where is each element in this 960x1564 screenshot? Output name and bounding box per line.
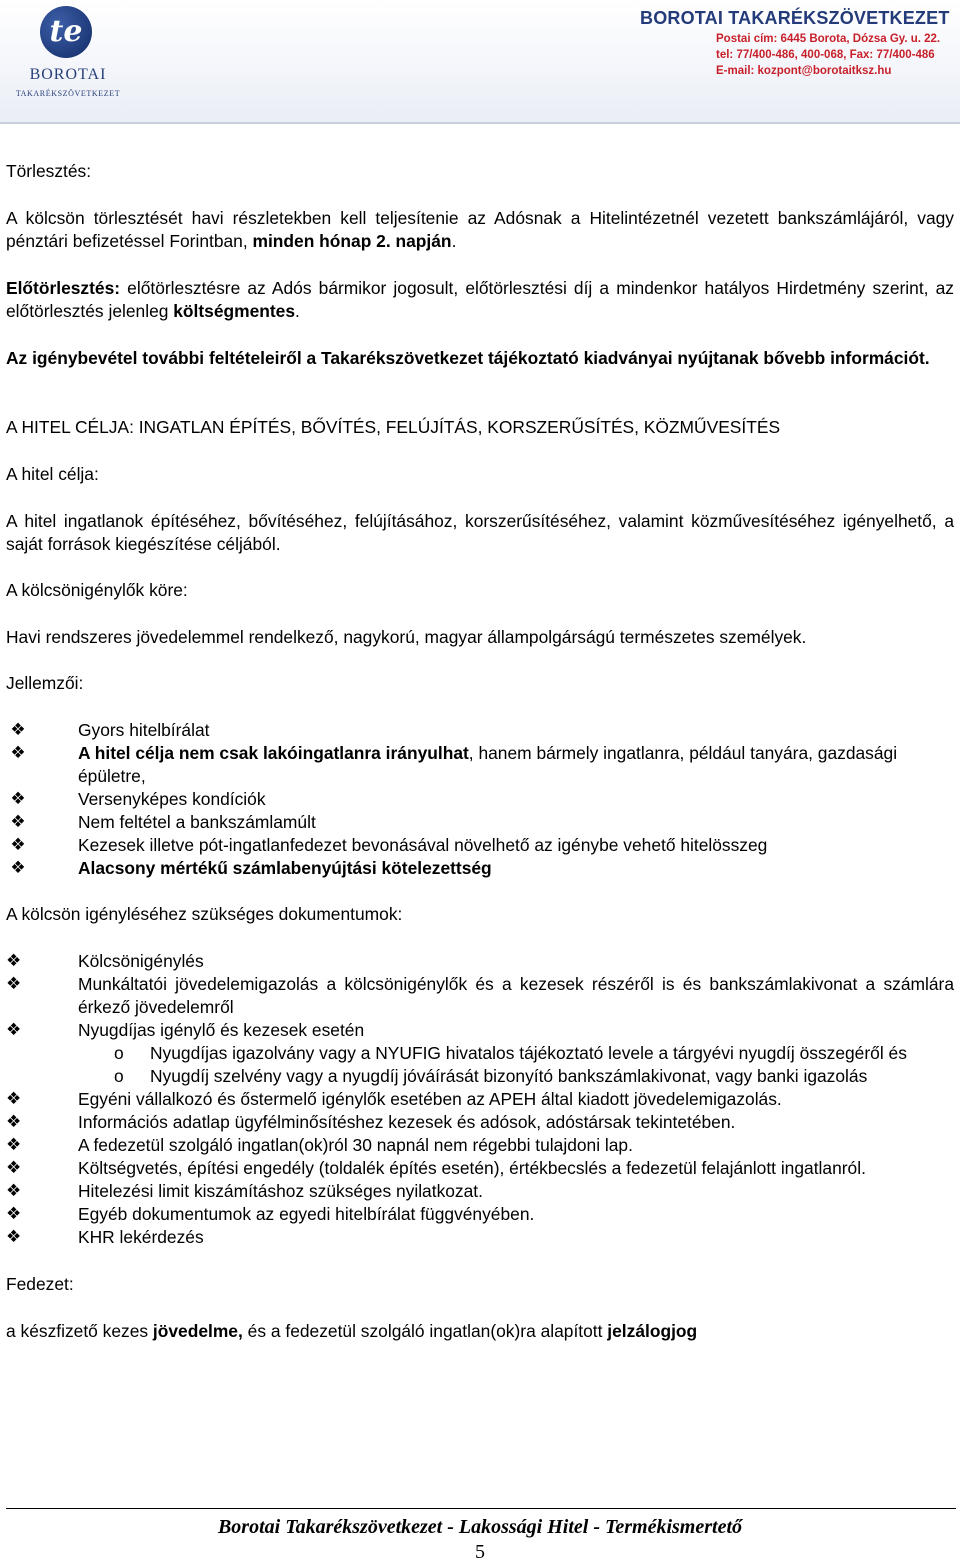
email-address: E-mail: kozpont@borotaitksz.hu <box>716 65 892 77</box>
list-item: ❖ KHR lekérdezés <box>6 1227 204 1247</box>
diamond-bullet-icon: ❖ <box>6 1227 22 1247</box>
section-title: A HITEL CÉLJA: INGATLAN ÉPÍTÉS, BŐVÍTÉS, FELÚJÍTÁS, KORSZERŰSÍTÉS, KÖZMŰVESÍTÉS <box>6 417 781 437</box>
list-item: ❖ Munkáltatói jövedelemigazolás a kölcsönigénylők és a kezesek részéről is és bankszámlakivonat a számlára érkező jövedelemről <box>6 974 954 1017</box>
diamond-bullet-icon: ❖ <box>10 835 26 855</box>
applicants-heading: A kölcsönigénylők köre: <box>6 580 188 600</box>
circle-bullet: o <box>114 1043 124 1063</box>
list-item: ❖ Hitelezési limit kiszámításhoz szükséges nyilatkozat. <box>6 1181 483 1201</box>
list-item: ❖ Gyors hitelbírálat <box>6 719 954 742</box>
diamond-bullet-icon: ❖ <box>6 951 22 971</box>
diamond-bullet-icon: ❖ <box>6 1181 22 1201</box>
list-item: ❖ Információs adatlap ügyfélminősítéshez kezesek és adósok, adóstársak tekintetében. <box>6 1112 736 1132</box>
diamond-bullet-icon: ❖ <box>10 858 26 878</box>
logo-name: BOROTAI <box>29 66 107 83</box>
torlesztes-paragraph: A kölcsön törlesztését havi részletekben kell teljesítenie az Adósnak a Hitelintézetnél vezetett bankszámlájáról, vagy pénztári befizetéssel Forintban, minden hónap 2. napján. <box>6 208 954 251</box>
features-list <box>6 719 954 880</box>
list-item: ❖ Nem feltétel a bankszámlamúlt <box>6 811 954 834</box>
org-title: BOROTAI TAKARÉKSZÖVETKEZET <box>640 8 950 28</box>
documents-heading: A kölcsön igényléséhez szükséges dokumentumok: <box>6 904 403 924</box>
list-item: ❖ Költségvetés, építési engedély (toldalék építés esetén), értékbecslés a fedezetül felajánlott ingatlanról. <box>6 1158 866 1178</box>
list-item: ❖ Egyéb dokumentumok az egyedi hitelbírálat függvényében. <box>6 1204 535 1224</box>
logo-subtitle: TAKARÉKSZÖVETKEZET <box>15 89 121 98</box>
diamond-bullet-icon: ❖ <box>6 1112 22 1132</box>
list-item: ❖ Alacsony mértékű számlabenyújtási kötelezettség <box>6 857 954 880</box>
page-header <box>0 0 960 124</box>
sub-list-item: o Nyugdíjas igazolvány vagy a NYUFIG hivatalos tájékoztató levele a tárgyévi nyugdíj összegéről és <box>114 1043 907 1063</box>
phone-fax: tel: 77/400-486, 400-068, Fax: 77/400-486 <box>716 49 935 61</box>
footer-title: Borotai Takarékszövetkezet - Lakossági Hitel - Termékismertető <box>217 1516 743 1538</box>
pension-sublist <box>78 1042 954 1088</box>
diamond-bullet-icon: ❖ <box>10 812 26 832</box>
list-item: ❖ Kölcsönigénylés <box>6 951 204 971</box>
list-item: ❖ A fedezetül szolgáló ingatlan(ok)ról 30 napnál nem régebbi tulajdoni lap. <box>6 1135 633 1155</box>
list-item: ❖ Versenyképes kondíciók <box>6 788 954 811</box>
documents-list <box>6 950 954 1249</box>
diamond-bullet-icon: ❖ <box>6 974 22 994</box>
applicants-text: Havi rendszeres jövedelemmel rendelkező, nagykorú, magyar állampolgárságú természetes személyek. <box>6 627 807 647</box>
diamond-bullet-icon: ❖ <box>6 1135 22 1155</box>
diamond-bullet-icon: ❖ <box>10 789 26 809</box>
fedezet-text: a készfizető kezes jövedelme, és a fedezetül szolgáló ingatlan(ok)ra alapított jelzálogjog <box>6 1321 698 1341</box>
diamond-bullet-icon: ❖ <box>6 1158 22 1178</box>
fedezet-heading: Fedezet: <box>6 1274 74 1294</box>
circle-bullet: o <box>114 1066 124 1086</box>
diamond-bullet-icon: ❖ <box>10 720 26 740</box>
footer-divider <box>6 1508 956 1509</box>
list-item: ❖ Egyéni vállalkozó és őstermelő igénylők esetében az APEH által kiadott jövedelemigazolás. <box>6 1089 782 1109</box>
document-body <box>6 160 954 1343</box>
postal-address: Postai cím: 6445 Borota, Dózsa Gy. u. 22. <box>716 33 941 45</box>
page-number: 5 <box>475 1541 485 1563</box>
list-item: ❖ Nyugdíjas igénylő és kezesek esetén o Nyugdíjas igazolvány vagy a NYUFIG hivatalos tájékoztató levele a tárgyévi nyugdíj összegéről és o Nyugdíj szelvény vagy a nyugdíj jóváírását bizonyító bankszámlakivonat, vagy banki igazolás <box>6 1019 954 1088</box>
purpose-text: A hitel ingatlanok építéséhez, bővítéséhez, felújításához, korszerűsítéséhez, valamint közművesítéséhez igényelhető, a saját források kiegészítése céljából. <box>6 511 954 554</box>
torlesztes-heading: Törlesztés: <box>6 161 92 181</box>
logo-mark: te <box>49 14 83 49</box>
sub-list-item: o Nyugdíj szelvény vagy a nyugdíj jóváírását bizonyító bankszámlakivonat, vagy banki igazolás <box>114 1066 868 1086</box>
diamond-bullet-icon: ❖ <box>6 1204 22 1224</box>
elotorlesztes-label: Előtörlesztés: <box>6 278 121 298</box>
company-logo <box>40 6 92 58</box>
elotorlesztes-paragraph: Előtörlesztés: előtörlesztésre az Adós bármikor jogosult, előtörlesztési díj a mindenkor hatályos Hirdetmény szerint, az előtörlesztés jelenleg költségmentes. <box>6 278 954 321</box>
further-info-paragraph: Az igénybevétel további feltételeiről a Takarékszövetkezet tájékoztató kiadványai nyújtanak bővebb információt. <box>6 348 930 368</box>
diamond-bullet-icon: ❖ <box>10 743 26 763</box>
diamond-bullet-icon: ❖ <box>6 1089 22 1109</box>
list-item: ❖ A hitel célja nem csak lakóingatlanra irányulhat, hanem bármely ingatlanra, például tanyára, gazdasági épületre, <box>6 742 954 788</box>
features-heading: Jellemzői: <box>6 673 84 693</box>
list-item: ❖ Kezesek illetve pót-ingatlanfedezet bevonásával növelhető az igénybe vehető hitelösszeg <box>6 834 954 857</box>
purpose-heading: A hitel célja: <box>6 464 99 484</box>
diamond-bullet-icon: ❖ <box>6 1020 22 1040</box>
